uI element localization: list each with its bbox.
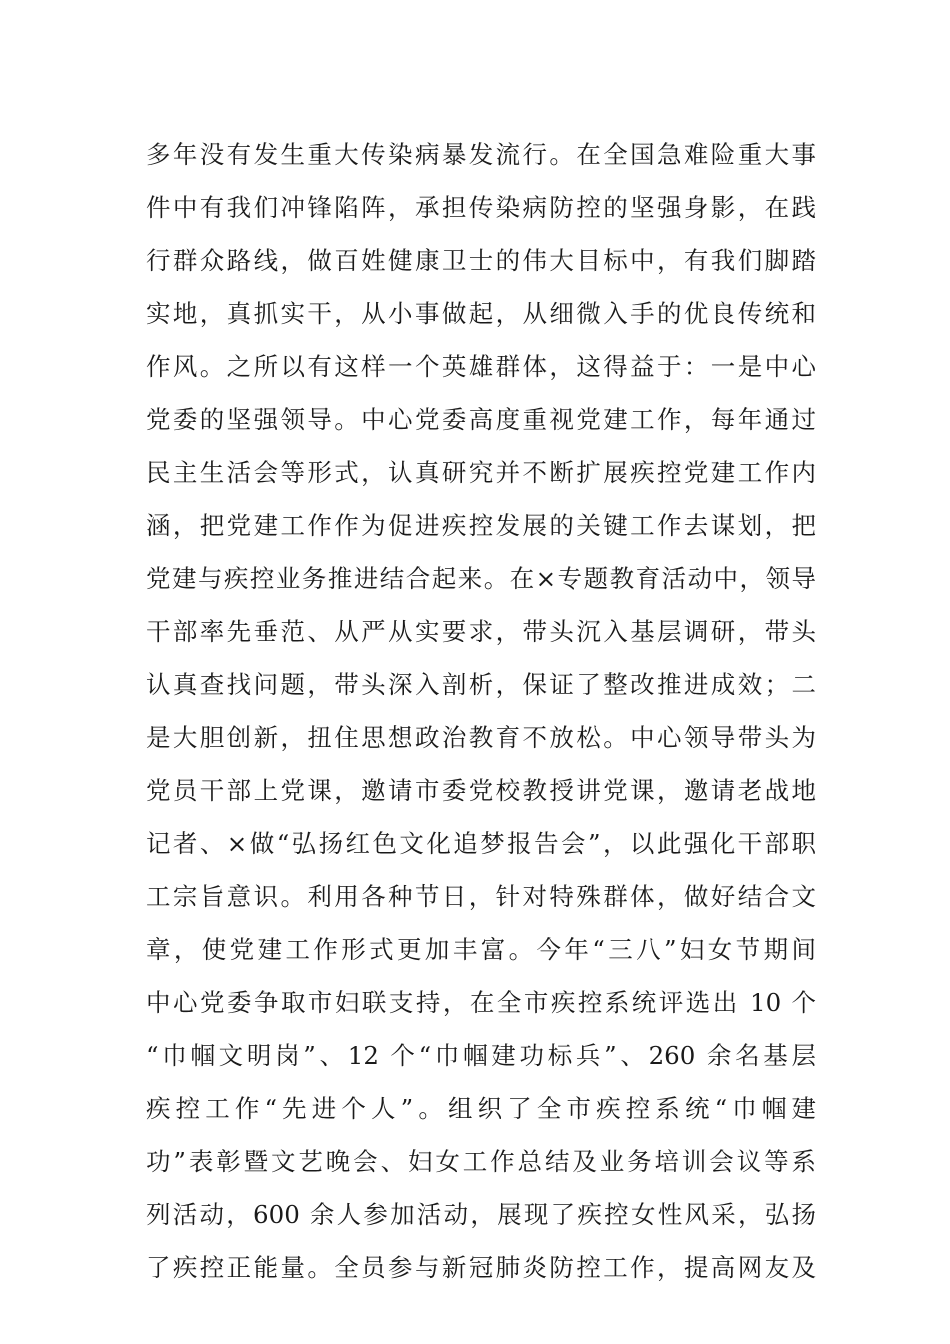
text-line: 记者、×做“弘扬红色文化追梦报告会”，以此强化干部职 [146,829,816,858]
text-line: 党建与疾控业务推进结合起来。在×专题教育活动中，领导 [146,564,816,593]
text-line: 功”表彰暨文艺晚会、妇女工作总结及业务培训会议等系 [146,1147,816,1176]
text-line: 干部率先垂范、从严从实要求，带头沉入基层调研，带头 [146,617,816,646]
text-line: 了疾控正能量。全员参与新冠肺炎防控工作，提高网友及 [146,1253,816,1282]
text-line: 疾控工作“先进个人”。组织了全市疾控系统“巾帼建 [146,1094,816,1123]
text-line: 党委的坚强领导。中心党委高度重视党建工作，每年通过 [146,405,816,434]
text-line: 作风。之所以有这样一个英雄群体，这得益于：一是中心 [146,352,816,381]
text-line: 涵，把党建工作作为促进疾控发展的关键工作去谋划，把 [146,511,816,540]
text-line: 多年没有发生重大传染病暴发流行。在全国急难险重大事 [146,140,816,169]
text-line: 列活动，600 余人参加活动，展现了疾控女性风采，弘扬 [146,1200,816,1229]
text-line: 实地，真抓实干，从小事做起，从细微入手的优良传统和 [146,299,816,328]
text-line: 民主生活会等形式，认真研究并不断扩展疾控党建工作内 [146,458,816,487]
text-line: 章，使党建工作形式更加丰富。今年“三八”妇女节期间 [146,935,816,964]
text-line: 工宗旨意识。利用各种节日，针对特殊群体，做好结合文 [146,882,816,911]
body-paragraph [146,128,816,1294]
text-line: 中心党委争取市妇联支持，在全市疾控系统评选出 10 个 [146,988,816,1017]
text-line: 认真查找问题，带头深入剖析，保证了整改推进成效；二 [146,670,816,699]
text-line: 是大胆创新，扭住思想政治教育不放松。中心领导带头为 [146,723,816,752]
text-line: 党员干部上党课，邀请市委党校教授讲党课，邀请老战地 [146,776,816,805]
text-line: “巾帼文明岗”、12 个“巾帼建功标兵”、260 余名基层 [146,1041,816,1070]
text-line: 行群众路线，做百姓健康卫士的伟大目标中，有我们脚踏 [146,246,816,275]
text-line: 件中有我们冲锋陷阵，承担传染病防控的坚强身影，在践 [146,193,816,222]
